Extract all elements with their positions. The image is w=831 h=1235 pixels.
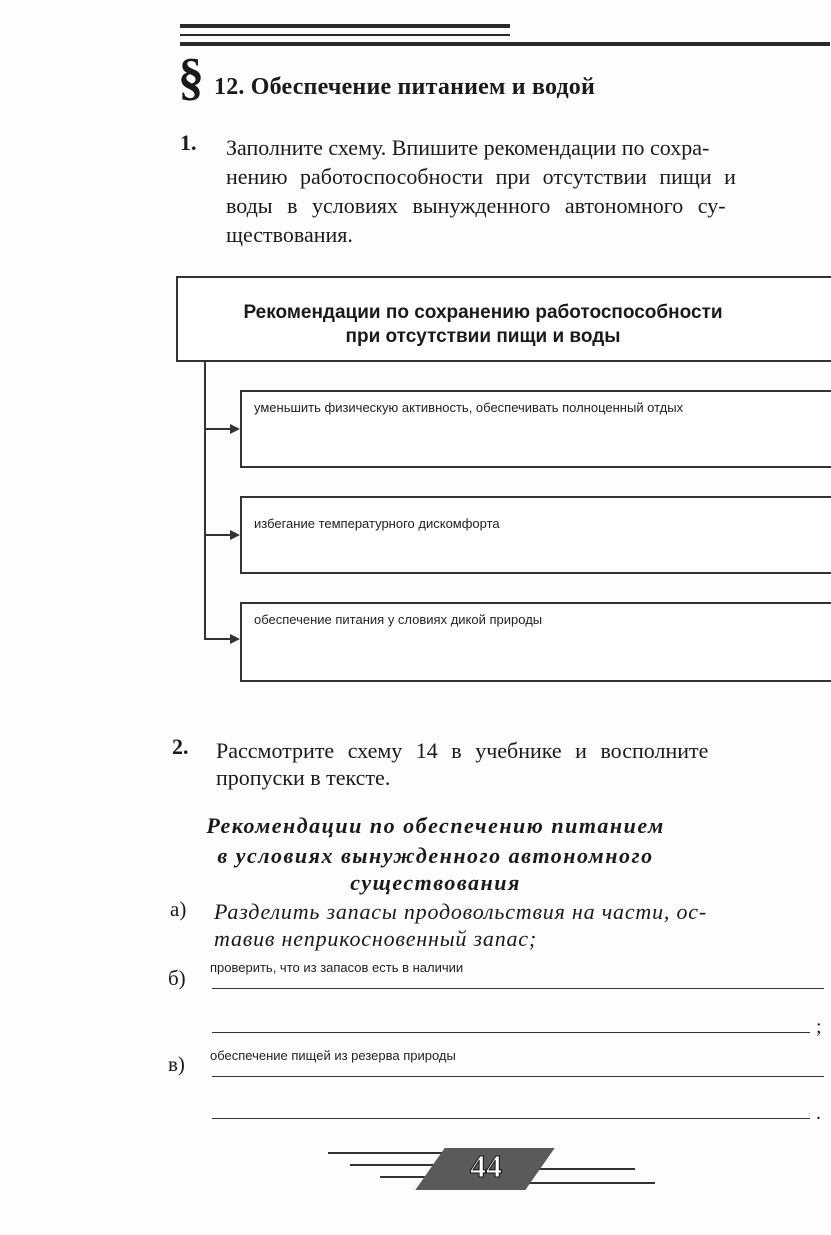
top-rule-2 xyxy=(180,34,510,36)
task-2-line: Рассмотрите схему 14 в учебнике и восполните xyxy=(216,738,709,763)
item-v-underline-1 xyxy=(212,1076,824,1077)
task-1-line: ществования. xyxy=(226,222,353,247)
item-b-answer[interactable]: проверить, что из запасов есть в наличии xyxy=(210,960,464,975)
arrow-icon xyxy=(230,634,240,644)
item-a-line-2: тавив неприкосновенный запас; xyxy=(214,926,537,951)
item-v-letter: в) xyxy=(168,1052,185,1076)
diagram-header-line-1: Рекомендации по сохранению работоспособности xyxy=(243,302,723,323)
diagram-item-text: обеспечение питания у словиях дикой природы xyxy=(254,612,543,627)
item-v-answer[interactable]: обеспечение пищей из резерва природы xyxy=(210,1048,456,1063)
task-2-title-line-1: Рекомендации по обеспечению питанием xyxy=(206,813,665,838)
section-title: 12. Обеспечение питанием и водой xyxy=(214,74,596,100)
task-1-line: Заполните схему. Впишите рекомендации по сохра- xyxy=(226,135,710,160)
page-number-rule xyxy=(328,1152,458,1154)
task-2-title-line-2: в условиях вынужденного автономного xyxy=(217,843,654,868)
diagram-item-box-2[interactable] xyxy=(240,496,831,574)
task-2-number: 2. xyxy=(172,734,189,759)
item-b-end: ; xyxy=(816,1016,822,1038)
task-2-line: пропуски в тексте. xyxy=(216,765,391,790)
diagram-item-text: уменьшить физическую активность, обеспечивать полноценный отдых xyxy=(254,400,684,415)
section-sign: § xyxy=(178,49,204,106)
diagram-header-line-2: при отсутствии пищи и воды xyxy=(345,326,621,347)
item-b-underline-2 xyxy=(212,1032,810,1033)
task-1-number: 1. xyxy=(180,130,197,155)
diagram-item-box-1[interactable] xyxy=(240,390,831,468)
page-number: 44 xyxy=(470,1148,502,1184)
top-rule-3 xyxy=(180,42,830,46)
item-a-letter: а) xyxy=(170,897,187,921)
item-v-underline-2 xyxy=(212,1118,810,1119)
task-1-line: нению работоспособности при отсутствии пищи и xyxy=(226,164,736,189)
diagram-item-text: избегание температурного дискомфорта xyxy=(254,516,500,531)
task-1-line: воды в условиях вынужденного автономного су- xyxy=(226,193,726,218)
diagram-header-box xyxy=(176,276,831,362)
page-number-rule xyxy=(520,1182,655,1184)
item-b-underline-1 xyxy=(212,988,824,989)
item-a-line-1: Разделить запасы продовольствия на части, ос- xyxy=(214,899,707,924)
item-v-end: . xyxy=(816,1102,821,1124)
top-rule-1 xyxy=(180,24,510,28)
item-b-letter: б) xyxy=(168,966,186,990)
diagram-connector-vertical xyxy=(204,362,206,640)
diagram-item-box-3[interactable] xyxy=(240,602,831,682)
arrow-icon xyxy=(230,424,240,434)
task-2-title-line-3: существования xyxy=(350,870,521,895)
arrow-icon xyxy=(230,530,240,540)
